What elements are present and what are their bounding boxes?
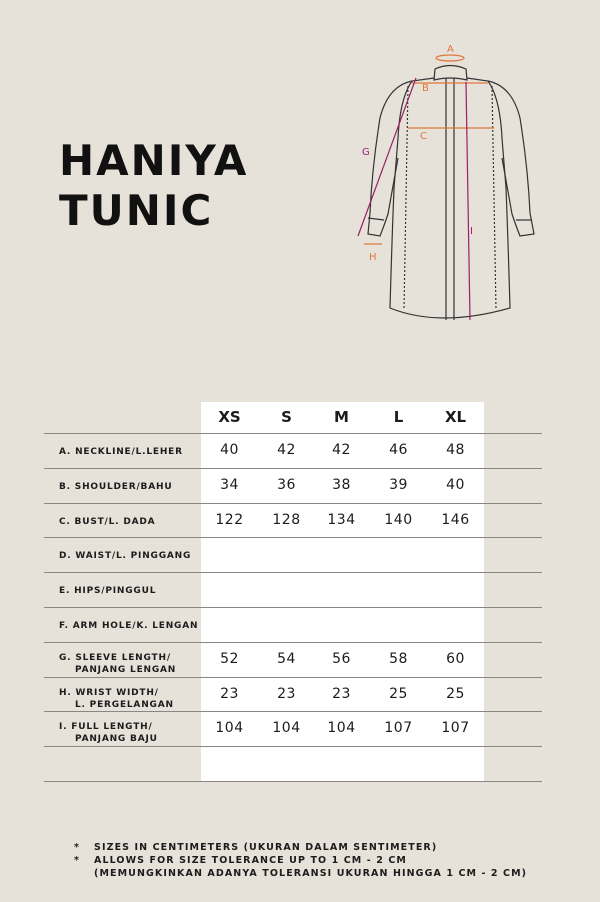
size-value-cell: 122 <box>215 511 244 528</box>
row-label-line-1: B. SHOULDER/BAHU <box>59 481 173 492</box>
row-divider <box>44 572 542 573</box>
size-header: S <box>281 408 292 426</box>
row-divider <box>44 537 542 538</box>
size-value-cell: 104 <box>272 720 301 737</box>
row-label-line-2: L. PERGELANGAN <box>75 699 174 710</box>
size-value-cell: 54 <box>277 650 296 667</box>
size-value-cell: 134 <box>327 511 356 528</box>
size-value-cell: 107 <box>441 720 470 737</box>
label-g: G <box>362 147 370 158</box>
row-label <box>59 481 209 493</box>
size-value-cell: 42 <box>277 442 296 458</box>
row-divider <box>44 677 542 678</box>
row-label-line-1: C. BUST/L. DADA <box>59 516 156 527</box>
row-label <box>59 721 209 745</box>
label-h: H <box>369 252 377 263</box>
size-header: L <box>393 408 404 426</box>
note-2-star: * <box>74 855 81 866</box>
note-2b <box>74 867 527 880</box>
row-label-line-1: F. ARM HOLE/K. LENGAN <box>59 621 199 631</box>
size-value-cell: 25 <box>446 685 465 702</box>
note-1-text: SIZES IN CENTIMETERS (UKURAN DALAM SENTIMETER) <box>94 842 438 853</box>
note-1 <box>74 841 527 854</box>
note-1-star: * <box>74 842 81 853</box>
row-label <box>59 620 209 632</box>
size-value-cell: 40 <box>220 442 239 458</box>
label-i: I <box>470 226 473 237</box>
title-line-1: HANIYA <box>59 136 249 185</box>
size-header: M <box>334 408 349 426</box>
label-c: C <box>420 131 427 142</box>
row-label-line-1: D. WAIST/L. PINGGANG <box>59 551 192 562</box>
row-divider <box>44 503 542 504</box>
size-value-cell: 40 <box>446 476 465 493</box>
row-label-line-1: E. HIPS/PINGGUL <box>59 586 157 597</box>
row-label-line-2: PANJANG LENGAN <box>75 664 177 675</box>
row-label <box>59 516 209 528</box>
size-value-cell: 23 <box>332 685 351 702</box>
size-value-cell: 107 <box>384 720 413 737</box>
size-value-cell: 146 <box>441 511 470 528</box>
label-a: A <box>447 44 454 55</box>
row-label <box>59 550 209 562</box>
size-value-cell: 58 <box>389 650 408 667</box>
row-divider <box>44 642 542 643</box>
title-line-2: TUNIC <box>59 186 214 235</box>
row-label-line-2: PANJANG BAJU <box>75 734 158 745</box>
size-header: XS <box>218 408 241 426</box>
row-label-line-1: G. SLEEVE LENGTH/ <box>59 652 171 663</box>
size-value-cell: 128 <box>272 511 301 528</box>
row-divider <box>44 607 542 608</box>
label-b: B <box>422 83 429 94</box>
row-label <box>59 585 209 597</box>
size-value-cell: 140 <box>384 511 413 528</box>
note-2-text: ALLOWS FOR SIZE TOLERANCE UP TO 1 CM - 2 CM <box>94 855 407 866</box>
size-notes <box>74 841 527 880</box>
row-label <box>59 687 209 711</box>
size-value-cell: 36 <box>277 476 296 493</box>
row-divider <box>44 711 542 712</box>
row-label <box>59 446 209 458</box>
size-value-cell: 48 <box>446 442 465 458</box>
size-value-cell: 52 <box>220 650 239 667</box>
size-value-cell: 56 <box>332 650 351 667</box>
size-value-cell: 60 <box>446 650 465 667</box>
row-label-line-1: A. NECKLINE/L.LEHER <box>59 447 183 457</box>
note-2b-text: (MEMUNGKINKAN ADANYA TOLERANSI UKURAN HINGGA 1 CM - 2 CM) <box>94 868 528 879</box>
row-divider <box>44 746 542 747</box>
row-divider <box>44 781 542 782</box>
size-value-cell: 25 <box>389 685 408 702</box>
size-value-cell: 23 <box>220 685 239 702</box>
size-value-cell: 39 <box>389 476 408 493</box>
size-value-cell: 34 <box>220 476 239 493</box>
row-label-line-1: I. FULL LENGTH/ <box>59 722 153 733</box>
row-divider <box>44 468 542 469</box>
size-value-cell: 23 <box>277 685 296 702</box>
size-value-cell: 104 <box>327 720 356 737</box>
size-value-cell: 42 <box>332 442 351 458</box>
size-value-cell: 46 <box>389 442 408 458</box>
size-header: XL <box>444 408 467 426</box>
row-label <box>59 652 209 676</box>
row-divider <box>44 433 542 434</box>
size-value-cell: 38 <box>332 476 351 493</box>
note-2 <box>74 854 527 867</box>
size-value-cell: 104 <box>215 720 244 737</box>
row-label-line-1: H. WRIST WIDTH/ <box>59 687 159 698</box>
